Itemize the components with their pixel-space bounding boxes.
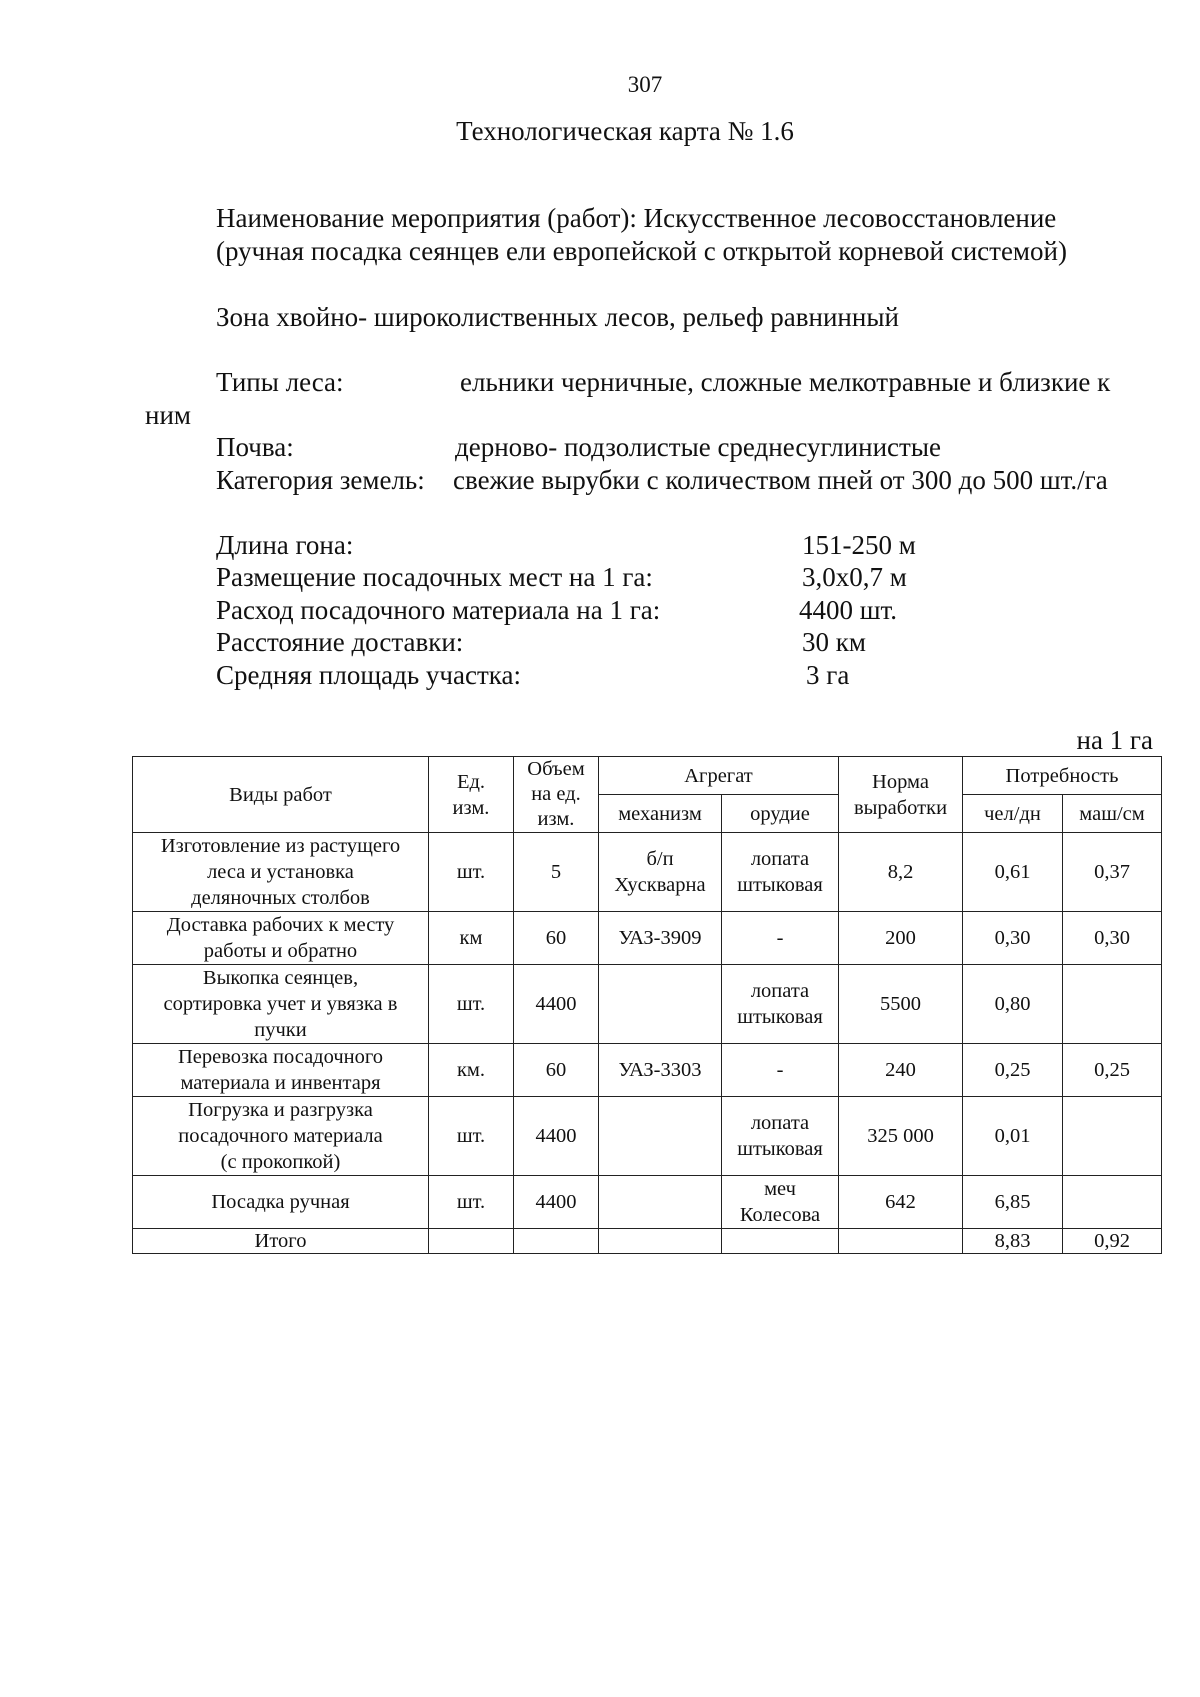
cell-mechanism: [599, 1097, 722, 1176]
cell-work: Изготовление из растущего леса и установка деляночных столбов: [133, 833, 429, 912]
table-row: [133, 965, 1162, 1044]
table-row: [133, 912, 1162, 965]
cell-empty: [429, 1229, 514, 1254]
cell-man-days: 0,61: [963, 833, 1063, 912]
cell-man-days: 0,30: [963, 912, 1063, 965]
cell-unit: шт.: [429, 965, 514, 1044]
cell-norm: 200: [839, 912, 963, 965]
header-machine-shifts: маш/см: [1063, 795, 1162, 833]
table-row: [133, 1176, 1162, 1229]
total-machine-shifts: 0,92: [1063, 1229, 1162, 1254]
soil-label: Почва:: [216, 432, 294, 462]
cell-volume: 5: [514, 833, 599, 912]
header-volume: Объем на ед. изм.: [514, 757, 599, 833]
cell-unit: шт.: [429, 1176, 514, 1229]
cell-man-days: 0,01: [963, 1097, 1063, 1176]
cell-unit: шт.: [429, 1097, 514, 1176]
cell-mechanism: УАЗ-3303: [599, 1044, 722, 1097]
cell-tool: меч Колесова: [722, 1176, 839, 1229]
forest-types-label: Типы леса:: [216, 367, 344, 397]
total-man-days: 8,83: [963, 1229, 1063, 1254]
cell-work: Выкопка сеянцев, сортировка учет и увязка в пучки: [133, 965, 429, 1044]
cell-man-days: 0,25: [963, 1044, 1063, 1097]
forest-types-value: ельники черничные, сложные мелкотравные и близкие к: [460, 367, 1111, 397]
cell-machine-shifts: 0,37: [1063, 833, 1162, 912]
param-value: 4400 шт.: [799, 595, 898, 625]
cell-tool: -: [722, 1044, 839, 1097]
cell-mechanism: УАЗ-3909: [599, 912, 722, 965]
param-value: 3,0х0,7 м: [802, 562, 907, 592]
cell-volume: 4400: [514, 1176, 599, 1229]
cell-work: Погрузка и разгрузка посадочного материала (с прокопкой): [133, 1097, 429, 1176]
cell-volume: 4400: [514, 1097, 599, 1176]
param-label: Средняя площадь участка:: [216, 660, 521, 690]
param-value: 3 га: [806, 660, 850, 690]
cell-unit: км: [429, 912, 514, 965]
param-label: Расход посадочного материала на 1 га:: [216, 595, 661, 625]
table-row: [133, 1097, 1162, 1176]
cell-work: Перевозка посадочного материала и инвентаря: [133, 1044, 429, 1097]
forest-types-continuation: ним: [145, 400, 191, 430]
cell-machine-shifts: [1063, 1176, 1162, 1229]
param-label: Длина гона:: [216, 530, 354, 560]
cell-tool: лопата штыковая: [722, 1097, 839, 1176]
cell-norm: 5500: [839, 965, 963, 1044]
param-value: 30 км: [802, 627, 866, 657]
cell-unit: шт.: [429, 833, 514, 912]
header-man-days: чел/дн: [963, 795, 1063, 833]
cell-norm: 8,2: [839, 833, 963, 912]
param-value: 151-250 м: [802, 530, 916, 560]
cell-volume: 60: [514, 1044, 599, 1097]
cell-mechanism: [599, 965, 722, 1044]
table-row: [133, 833, 1162, 912]
works-table: [132, 756, 1162, 1254]
cell-tool: -: [722, 912, 839, 965]
page-number: 307: [627, 72, 663, 97]
cell-norm: 240: [839, 1044, 963, 1097]
cell-empty: [839, 1229, 963, 1254]
header-need: Потребность: [963, 757, 1162, 795]
activity-line-2: (ручная посадка сеянцев ели европейской с открытой корневой системой): [216, 236, 1067, 266]
cell-man-days: 6,85: [963, 1176, 1063, 1229]
header-norm: Норма выработки: [839, 757, 963, 833]
cell-volume: 4400: [514, 965, 599, 1044]
param-label: Расстояние доставки:: [216, 627, 464, 657]
cell-volume: 60: [514, 912, 599, 965]
cell-machine-shifts: 0,25: [1063, 1044, 1162, 1097]
table-header-row: [133, 757, 1162, 795]
param-label: Размещение посадочных мест на 1 га:: [216, 562, 653, 592]
cell-unit: км.: [429, 1044, 514, 1097]
header-unit: Ед. изм.: [429, 757, 514, 833]
cell-tool: лопата штыковая: [722, 965, 839, 1044]
land-category-label: Категория земель:: [216, 465, 425, 495]
cell-mechanism: [599, 1176, 722, 1229]
cell-mechanism: б/п Хускварна: [599, 833, 722, 912]
header-mechanism: механизм: [599, 795, 722, 833]
cell-work: Доставка рабочих к месту работы и обратно: [133, 912, 429, 965]
cell-man-days: 0,80: [963, 965, 1063, 1044]
cell-tool: лопата штыковая: [722, 833, 839, 912]
cell-machine-shifts: [1063, 1097, 1162, 1176]
cell-norm: 325 000: [839, 1097, 963, 1176]
cell-work: Посадка ручная: [133, 1176, 429, 1229]
header-aggregate: Агрегат: [599, 757, 839, 795]
header-tool: орудие: [722, 795, 839, 833]
cell-norm: 642: [839, 1176, 963, 1229]
cell-empty: [722, 1229, 839, 1254]
table-total-row: [133, 1229, 1162, 1254]
soil-value: дерново- подзолистые среднесуглинистые: [455, 432, 941, 462]
zone-line: Зона хвойно- широколиственных лесов, рельеф равнинный: [216, 302, 899, 332]
cell-empty: [514, 1229, 599, 1254]
land-category-value: свежие вырубки с количеством пней от 300 до 500 шт./га: [453, 465, 1108, 495]
cell-empty: [599, 1229, 722, 1254]
cell-machine-shifts: [1063, 965, 1162, 1044]
header-work: Виды работ: [133, 757, 429, 833]
table-row: [133, 1044, 1162, 1097]
activity-line-1: Наименование мероприятия (работ): Искусственное лесовосстановление: [216, 203, 1057, 233]
unit-note: на 1 га: [1076, 725, 1153, 755]
total-label: Итого: [133, 1229, 429, 1254]
cell-machine-shifts: 0,30: [1063, 912, 1162, 965]
document-title: Технологическая карта № 1.6: [456, 116, 794, 146]
